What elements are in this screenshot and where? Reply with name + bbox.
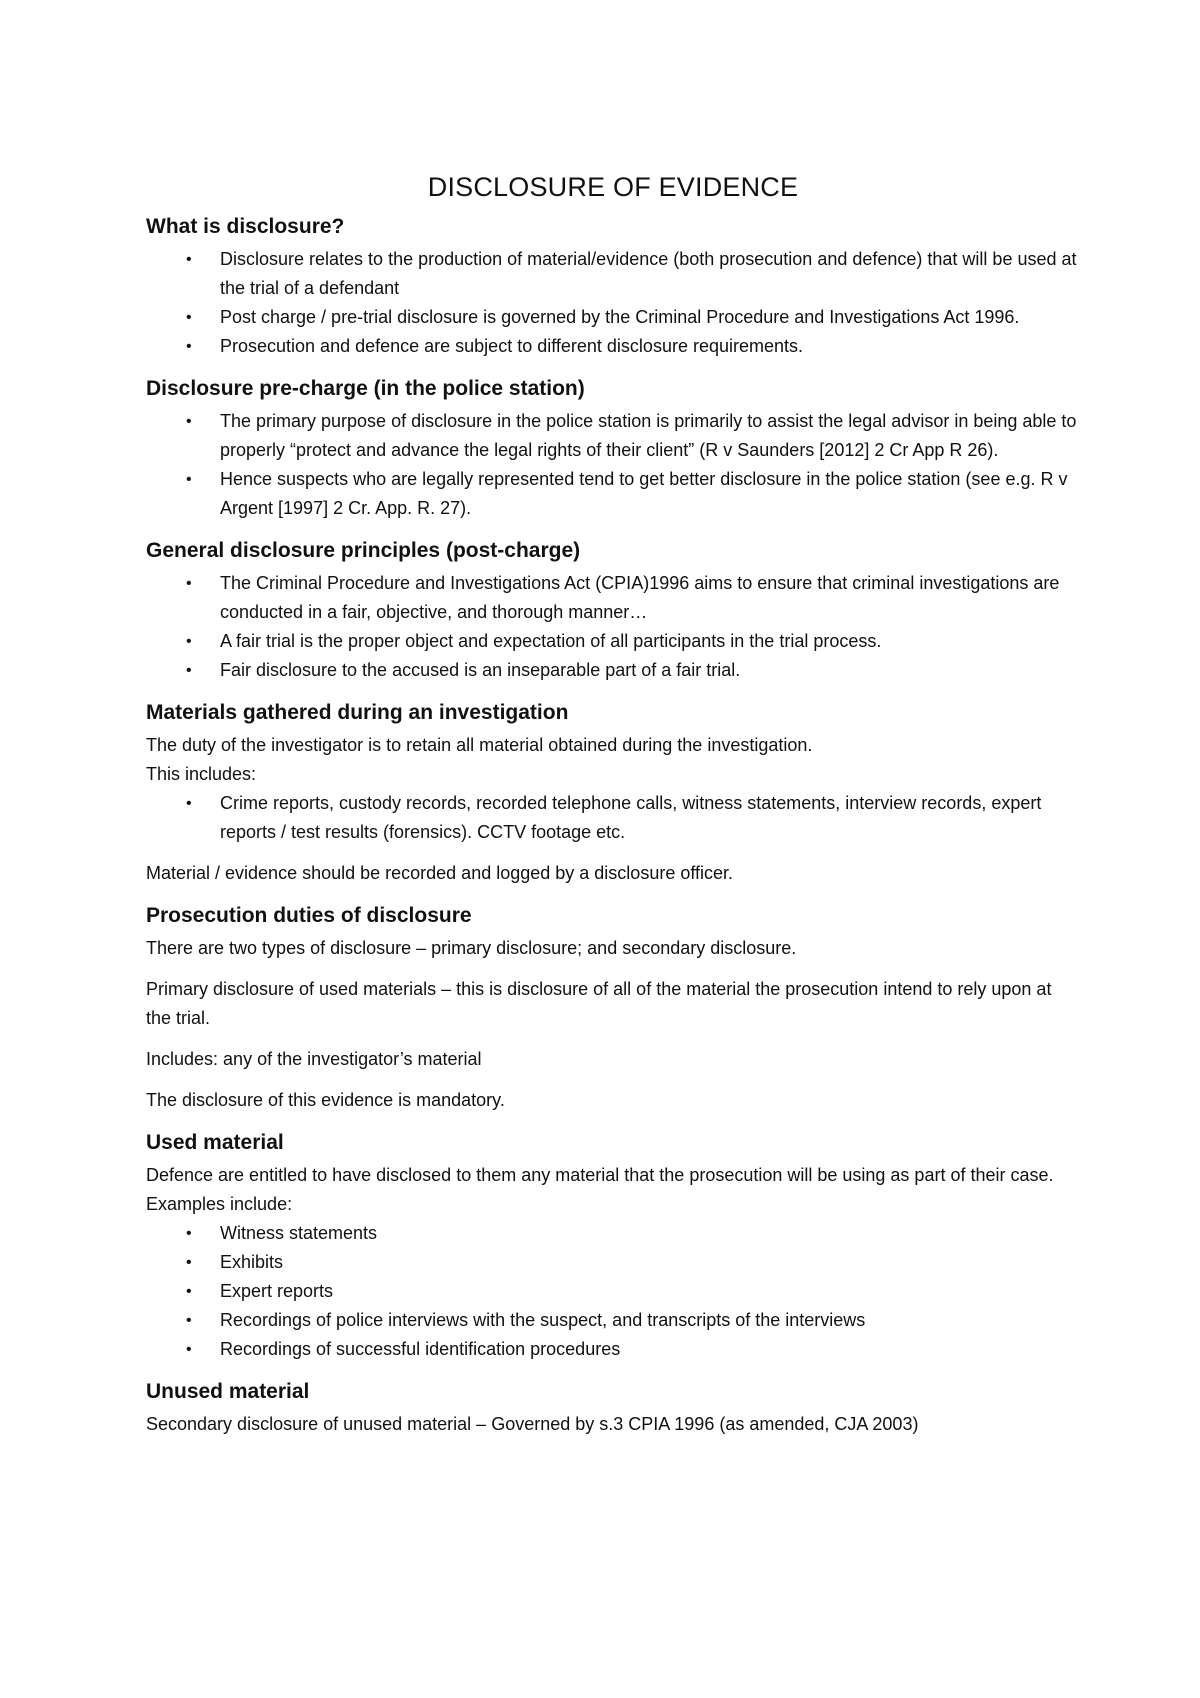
bullet-icon: • <box>186 1283 192 1300</box>
section-heading: Disclosure pre-charge (in the police station) <box>146 377 585 400</box>
section-materials-gathered <box>146 699 1080 888</box>
bullet-list <box>146 245 1080 361</box>
list-item-text: Recordings of police interviews with the suspect, and transcripts of the interviews <box>220 1310 866 1330</box>
paragraph: Primary disclosure of used materials – this is disclosure of all of the material the prosecution intend to rely upon at the trial. <box>146 979 1052 1028</box>
section-used-material <box>146 1129 1080 1364</box>
bullet-icon: • <box>186 1254 192 1271</box>
bullet-icon: • <box>186 1225 192 1242</box>
section-heading: Unused material <box>146 1380 310 1403</box>
list-item <box>146 332 1080 361</box>
paragraph: Secondary disclosure of unused material – Governed by s.3 CPIA 1996 (as amended, CJA 2003) <box>146 1414 919 1434</box>
list-item-text: Fair disclosure to the accused is an inseparable part of a fair trial. <box>220 660 741 680</box>
bullet-icon: • <box>186 338 192 355</box>
paragraph: The disclosure of this evidence is mandatory. <box>146 1090 505 1110</box>
list-item <box>146 1277 1080 1306</box>
list-item <box>146 1248 1080 1277</box>
section-general-principles <box>146 537 1080 685</box>
list-item <box>146 465 1080 523</box>
list-item <box>146 303 1080 332</box>
paragraph: This includes: <box>146 764 257 784</box>
section-heading: Used material <box>146 1131 284 1154</box>
section-heading: What is disclosure? <box>146 215 345 238</box>
paragraph: There are two types of disclosure – primary disclosure; and secondary disclosure. <box>146 938 797 958</box>
list-item-text: Exhibits <box>220 1252 284 1272</box>
list-item-text: The primary purpose of disclosure in the police station is primarily to assist the legal advisor in being able to properly “protect and advance the legal rights of their client” (R v Saunders [2012] 2 Cr App R 26). <box>220 411 1077 460</box>
list-item <box>146 245 1080 303</box>
list-item-text: Post charge / pre-trial disclosure is governed by the Criminal Procedure and Investigations Act 1996. <box>220 307 1020 327</box>
bullet-list <box>146 407 1080 523</box>
list-item-text: Prosecution and defence are subject to different disclosure requirements. <box>220 336 804 356</box>
list-item <box>146 1219 1080 1248</box>
bullet-icon: • <box>186 413 192 430</box>
list-item-text: Hence suspects who are legally represented tend to get better disclosure in the police station (see e.g. R v Argent [1997] 2 Cr. App. R. 27). <box>220 469 1068 518</box>
section-unused-material <box>146 1378 1080 1439</box>
list-item <box>146 656 1080 685</box>
paragraph: Material / evidence should be recorded and logged by a disclosure officer. <box>146 863 734 883</box>
list-item-text: A fair trial is the proper object and expectation of all participants in the trial process. <box>220 631 882 651</box>
list-item <box>146 569 1080 627</box>
list-item-text: Witness statements <box>220 1223 378 1243</box>
paragraph: Includes: any of the investigator’s material <box>146 1049 482 1069</box>
bullet-icon: • <box>186 251 192 268</box>
list-item-text: Expert reports <box>220 1281 334 1301</box>
bullet-icon: • <box>186 633 192 650</box>
section-heading: Prosecution duties of disclosure <box>146 904 472 927</box>
bullet-icon: • <box>186 575 192 592</box>
list-item <box>146 407 1080 465</box>
paragraph: The duty of the investigator is to retain all material obtained during the investigation. <box>146 735 813 755</box>
bullet-list <box>146 1219 1080 1364</box>
bullet-list <box>146 569 1080 685</box>
bullet-list <box>146 789 1080 847</box>
list-item <box>146 627 1080 656</box>
bullet-icon: • <box>186 471 192 488</box>
list-item-text: Disclosure relates to the production of material/evidence (both prosecution and defence) that will be used at the trial of a defendant <box>220 249 1077 298</box>
section-pre-charge <box>146 375 1080 523</box>
list-item-text: Recordings of successful identification procedures <box>220 1339 621 1359</box>
document-title: DISCLOSURE OF EVIDENCE <box>427 172 799 202</box>
bullet-icon: • <box>186 795 192 812</box>
section-prosecution-duties <box>146 902 1080 1115</box>
list-item <box>146 1306 1080 1335</box>
list-item-text: The Criminal Procedure and Investigations Act (CPIA)1996 aims to ensure that criminal investigations are conducted in a fair, objective, and thorough manner… <box>220 573 1060 622</box>
bullet-icon: • <box>186 1341 192 1358</box>
section-what-is-disclosure <box>146 213 1080 361</box>
bullet-icon: • <box>186 1312 192 1329</box>
bullet-icon: • <box>186 662 192 679</box>
list-item-text: Crime reports, custody records, recorded telephone calls, witness statements, interview records, expert reports / test results (forensics). CCTV footage etc. <box>220 793 1042 842</box>
paragraph: Defence are entitled to have disclosed to them any material that the prosecution will be using as part of their case. Examples include: <box>146 1165 1054 1214</box>
list-item <box>146 789 1080 847</box>
section-heading: General disclosure principles (post-charge) <box>146 539 581 562</box>
list-item <box>146 1335 1080 1364</box>
section-heading: Materials gathered during an investigation <box>146 701 569 724</box>
bullet-icon: • <box>186 309 192 326</box>
